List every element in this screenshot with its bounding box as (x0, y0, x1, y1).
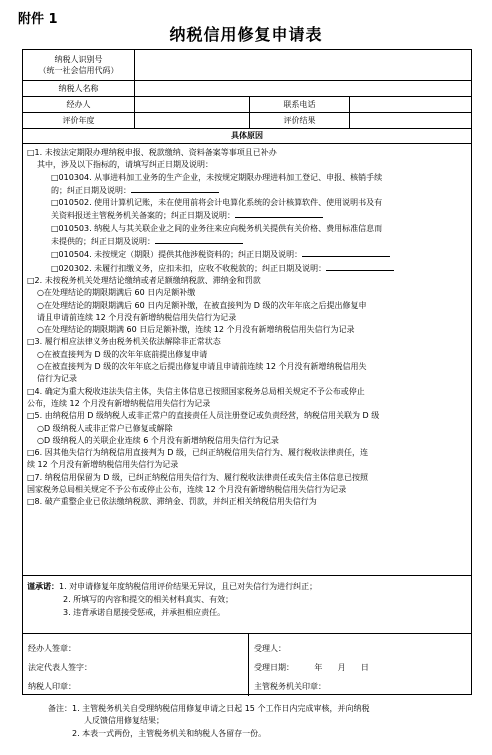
reason-text: □010504. 未按规定（期限）提供其他涉税资料的；纠正日期及说明： (51, 250, 303, 260)
reason-line[interactable] (27, 349, 467, 361)
attachment-label: 附件 1 (18, 12, 58, 27)
taxpayer-name-label: 纳税人名称 (23, 81, 135, 97)
pledge-title: 谨承诺： (27, 582, 59, 591)
reason-line (27, 209, 467, 222)
date-blank-field[interactable] (235, 209, 323, 218)
reason-text: 续 12 个月没有新增纳税信用失信行为记录 (27, 460, 179, 470)
reason-text: ○在被直接判为 D 级的次年年底之后提出修复申请且申请前连续 12 个月没有新增纳税信用失 (37, 362, 367, 372)
reason-line[interactable] (27, 223, 467, 235)
date-blank-field[interactable] (326, 262, 394, 271)
reason-line (27, 459, 467, 471)
reason-text: 其中，涉及以下指标的，请填写纠正日期及说明： (37, 160, 213, 170)
form-title: 纳税信用修复申请表 (169, 25, 323, 44)
tax-office-area (249, 634, 471, 696)
reason-line[interactable] (27, 172, 467, 184)
phone-label: 联系电话 (250, 97, 350, 113)
eval-year-label: 评价年度 (23, 113, 135, 129)
note-line: 人反馈信用修复结果； (84, 716, 164, 726)
reason-text: □010503. 纳税人与其关联企业之间的业务往来应向税务机关提供有关价格、费用标准信息而 (51, 223, 383, 233)
reason-text: 的；纠正日期及说明： (51, 185, 131, 195)
reason-text: ○在被直接判为 D 级的次年年底前提出修复申请 (37, 349, 208, 359)
eval-result-label: 评价结果 (250, 113, 350, 129)
reason-text: 国家税务总局相关规定不予公布或停止公布，连续 12 个月没有新增纳税信用失信行为记录 (27, 485, 347, 495)
reason-line[interactable] (27, 300, 467, 312)
reason-line (27, 159, 467, 171)
receiver-label: 受理人： (254, 644, 286, 653)
taxpayer-name-field[interactable] (135, 81, 471, 97)
taxpayer-id-label: 纳税人识别号 （统一社会信用代码） (23, 50, 135, 81)
reason-line[interactable] (27, 423, 467, 435)
reason-line[interactable] (27, 287, 467, 299)
handler-sign-label: 经办人签章： (28, 644, 76, 653)
reason-line[interactable] (27, 410, 467, 422)
reason-line (27, 373, 467, 385)
taxpayer-id-field[interactable] (135, 50, 471, 81)
reason-line (27, 484, 467, 496)
reason-line[interactable] (27, 386, 467, 398)
reason-text: □7. 纳税信用保留为 D 级，已纠正纳税信用失信行为、履行税收法律责任或失信主体信息已按照 (27, 472, 368, 482)
taxpayer-signature-area (23, 634, 249, 696)
reason-line[interactable] (27, 324, 467, 336)
handler-label: 经办人 (23, 97, 135, 113)
reason-text: □1. 未按法定期限办理纳税申报、税款缴纳、资料备案等事项且已补办 (27, 148, 277, 157)
pledge-item: 2. 所填写的内容和提交的相关材料真实、有效； (63, 595, 234, 604)
eval-year-field[interactable] (135, 113, 250, 129)
date-blank-field[interactable] (302, 248, 390, 257)
reason-line[interactable] (27, 262, 467, 275)
note-line: 备注：1. 主管税务机关自受理纳税信用修复申请之日起 15 个工作日内完成审核，并向纳税 (48, 704, 370, 713)
reason-text: □4. 确定为重大税收违法失信主体，失信主体信息已按照国家税务总局相关规定不予公布或停止 (27, 386, 365, 396)
receive-date-label: 受理日期： 年 月 日 (254, 663, 369, 672)
note-line: 2. 本表一式两份，主管税务机关和纳税人各留存一份。 (72, 728, 267, 738)
reason-line[interactable] (27, 147, 467, 159)
reason-text: □8. 破产重整企业已依法缴纳税款、滞纳金、罚款，并纠正相关纳税信用失信行为 (27, 497, 317, 507)
reason-line[interactable] (27, 336, 467, 348)
taxpayer-info-grid (23, 50, 471, 129)
taxpayer-seal-label: 纳税人印章： (28, 682, 76, 691)
reason-text: ○在处理结论的期限期满后 60 日内足额补缴，在被直接判为 D 级的次年年底之后提出修复申 (37, 300, 367, 310)
reason-text: ○D 级纳税人的关联企业连续 6 个月没有新增纳税信用失信行为记录 (37, 435, 279, 445)
reason-line[interactable] (27, 361, 467, 373)
notes (48, 703, 478, 740)
reason-text: ○D 级纳税人或非正常户已修复或解除 (37, 423, 173, 433)
reason-text: □010304. 从事进料加工业务的生产企业，未按规定期限办理进料加工登记、申报、核销手续 (51, 172, 383, 182)
reason-text: 请且申请前连续 12 个月没有新增纳税信用失信行为记录 (37, 312, 237, 322)
reason-text: □2. 未按税务机关处理结论缴纳或者足额缴纳税款、滞纳金和罚款 (27, 275, 261, 285)
pledge-item: 3. 违背承诺自愿接受惩戒，并承担相应责任。 (63, 608, 226, 617)
reason-line (27, 312, 467, 324)
reason-line (27, 184, 467, 197)
reason-text: □5. 由纳税信用 D 级纳税人或非正常户的直接责任人员注册登记或负责经营，纳税信用关联为 D 级 (27, 411, 380, 421)
reason-text: □010502. 使用计算机记账，未在使用前将会计电算化系统的会计核算软件、使用说明书及有 (51, 198, 383, 208)
reason-text: 未提供的；纠正日期及说明： (51, 237, 155, 247)
reasons-section (23, 144, 471, 576)
pledge-item: 1. 对申请修复年度纳税信用评价结果无异议，且已对失信行为进行纠正； (59, 582, 318, 591)
reason-line[interactable] (27, 275, 467, 287)
application-form (22, 49, 472, 695)
legal-rep-sign-label: 法定代表人签字： (28, 663, 92, 672)
reason-text: □6. 因其他失信行为纳税信用直接判为 D 级，已纠正纳税信用失信行为、履行税收法律责任，连 (27, 448, 368, 458)
pledge-section (23, 576, 471, 634)
handler-field[interactable] (135, 97, 250, 113)
reason-text: 公布，连续 12 个月没有新增纳税信用失信行为记录 (27, 398, 211, 408)
tax-office-seal-label: 主管税务机关印章： (254, 682, 326, 691)
reason-text: □020302. 未履行扣缴义务，应扣未扣，应收不收税款的；纠正日期及说明： (51, 263, 327, 273)
reason-text: 信行为记录 (37, 374, 77, 384)
reason-line (27, 398, 467, 410)
reason-text: ○在处理结论的期限期满后 60 日内足额补缴 (37, 288, 196, 298)
date-blank-field[interactable] (155, 235, 243, 244)
reason-line (27, 235, 467, 248)
reason-text: 关资料报送主管税务机关备案的；纠正日期及说明： (51, 211, 235, 221)
signature-section (23, 634, 471, 695)
reason-line[interactable] (27, 447, 467, 459)
reasons-heading: 具体原因 (23, 129, 471, 144)
reason-line[interactable] (27, 472, 467, 484)
phone-field[interactable] (350, 97, 471, 113)
eval-result-field[interactable] (350, 113, 471, 129)
reason-line[interactable] (27, 197, 467, 209)
reason-text: □3. 履行相应法律义务由税务机关依法解除非正常状态 (27, 337, 221, 347)
date-blank-field[interactable] (131, 184, 219, 193)
reason-text: ○在处理结论的期限期满 60 日后足额补缴，连续 12 个月没有新增纳税信用失信行为记录 (37, 325, 355, 335)
reason-line[interactable] (27, 248, 467, 261)
reason-line[interactable] (27, 496, 467, 508)
reason-line[interactable] (27, 435, 467, 447)
